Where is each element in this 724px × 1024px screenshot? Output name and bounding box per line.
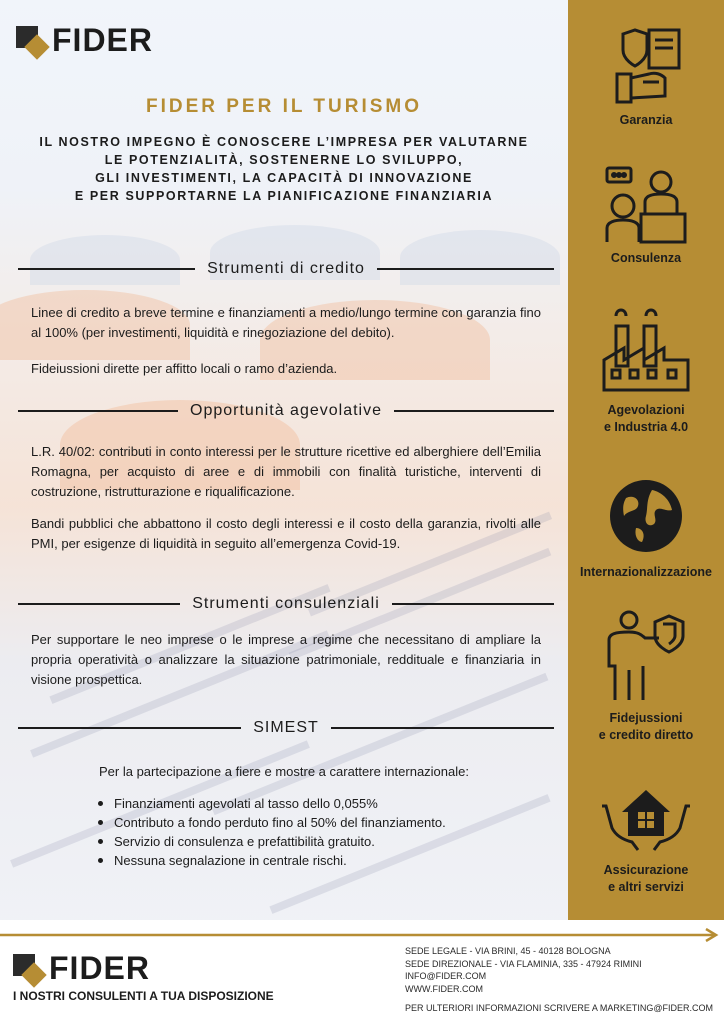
- website-link[interactable]: WWW.FIDER.COM: [405, 983, 483, 994]
- agevolative-paragraph-1: L.R. 40/02: contributi in conto interessi per le strutture ricettive ed alberghiere dell’Emilia Romagna, per acquisto di aree e di immobili con finalità turistiche, interventi di costruzione, ristrutturazione e riqualificazione.: [31, 444, 541, 499]
- service-label: Garanzia: [619, 113, 673, 127]
- agevolative-paragraph-2: Bandi pubblici che abbattono il costo degli interessi e il costo della garanzia, rivolti alle PMI, per esigenze di liquidità in seguito all’emergenza Covid-19.: [31, 516, 541, 551]
- footer-logo: [13, 950, 150, 987]
- section-heading-simest: [18, 717, 554, 739]
- brand-name: FIDER: [49, 950, 150, 986]
- list-item: Servizio di consulenza e prefattibilità gratuito.: [92, 832, 446, 851]
- divider: [377, 268, 554, 270]
- service-label: Agevolazioni: [607, 403, 685, 417]
- section-heading-consulenziali: [18, 593, 554, 615]
- simest-bullet-list: [92, 794, 446, 870]
- fider-logo-icon: [13, 954, 43, 984]
- simest-intro: Per la partecipazione a fiere e mostre a carattere internazionale:: [99, 764, 469, 779]
- credito-paragraph-2: Fideiussioni dirette per affitto locali o ramo d’azienda.: [31, 361, 338, 376]
- intro-line: IL NOSTRO IMPEGNO È CONOSCERE L’IMPRESA PER VALUTARNE: [39, 135, 529, 149]
- divider: [18, 268, 195, 270]
- email-link[interactable]: INFO@FIDER.COM: [405, 971, 487, 981]
- service-consulenza: [568, 162, 724, 267]
- services-panel: [568, 0, 724, 920]
- service-assicurazione: [568, 776, 724, 896]
- section-heading-text: Opportunità agevolative: [190, 402, 382, 419]
- more-info: PER ULTERIORI INFORMAZIONI SCRIVERE A MARKETING@FIDER.COM: [405, 1003, 713, 1013]
- credito-paragraph-1: Linee di credito a breve termine e finanziamenti a medio/lungo termine con garanzia fino al 100% (per investimenti, liquidità e rinegoziazione del debito).: [31, 305, 541, 340]
- person-shield-icon: [601, 610, 691, 706]
- intro-line: E PER SUPPORTARNE LA PIANIFICAZIONE FINANZIARIA: [74, 189, 494, 203]
- service-agevolazioni: [568, 298, 724, 436]
- divider: [18, 727, 241, 729]
- intro-line: LE POTENZIALITÀ, SOSTENERNE LO SVILUPPO,: [104, 153, 464, 167]
- guarantee-icon: [603, 22, 689, 108]
- brand-name: FIDER: [52, 22, 153, 58]
- service-label: Internazionalizzazione: [580, 565, 712, 579]
- service-label: e credito diretto: [598, 728, 694, 742]
- header-logo: [16, 22, 153, 59]
- service-internazionalizzazione: [568, 476, 724, 581]
- list-item: Nessuna segnalazione in centrale rischi.: [92, 851, 446, 870]
- section-heading-text: Strumenti consulenziali: [192, 595, 380, 612]
- service-garanzia: [568, 22, 724, 129]
- service-label: Consulenza: [610, 251, 682, 265]
- list-item: Contributo a fondo perduto fino al 50% del finanziamento.: [92, 813, 446, 832]
- consulenziali-paragraph: Per supportare le neo imprese o le imprese a regime che necessitano di ampliare la propria operatività o analizzare la situazione patrimoniale, reddituale e finanziaria in visione prospettica.: [31, 632, 541, 687]
- service-label: Fidejussioni: [609, 711, 683, 725]
- service-label: Assicurazione: [603, 863, 689, 877]
- section-heading-text: Strumenti di credito: [207, 260, 365, 277]
- footer-contacts: [405, 945, 713, 1015]
- section-heading-credito: [18, 258, 554, 280]
- service-fidejussioni: [568, 610, 724, 744]
- divider: [18, 603, 180, 605]
- house-hands-icon: [598, 776, 694, 856]
- footer-tagline: I NOSTRI CONSULENTI A TUA DISPOSIZIONE: [13, 989, 274, 1003]
- sede-direzionale: SEDE DIREZIONALE - VIA FLAMINIA, 335 - 47924 RIMINI: [405, 958, 642, 969]
- consulting-icon: [601, 162, 691, 246]
- divider: [394, 410, 554, 412]
- sede-legale: SEDE LEGALE - VIA BRINI, 45 - 40128 BOLOGNA: [405, 946, 611, 956]
- footer-arrow: [0, 928, 724, 942]
- list-item: Finanziamenti agevolati al tasso dello 0,055%: [92, 794, 446, 813]
- divider: [18, 410, 178, 412]
- divider: [331, 727, 554, 729]
- industry-icon: [596, 298, 696, 398]
- page-title: FIDER PER IL TURISMO: [145, 96, 423, 117]
- section-heading-text: SIMEST: [253, 719, 319, 736]
- fider-logo-icon: [16, 26, 46, 56]
- intro-line: GLI INVESTIMENTI, LA CAPACITÀ DI INNOVAZIONE: [95, 171, 473, 185]
- intro-statement: [0, 133, 568, 205]
- service-label: e altri servizi: [608, 880, 684, 894]
- section-heading-agevolative: [18, 400, 554, 422]
- service-label: e Industria 4.0: [603, 420, 689, 434]
- globe-icon: [606, 476, 686, 556]
- divider: [392, 603, 554, 605]
